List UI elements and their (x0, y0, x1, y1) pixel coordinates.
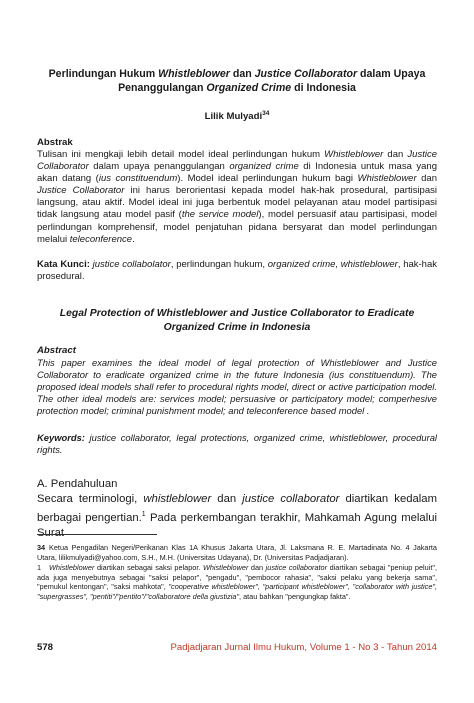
italic: Justice Collaborator (37, 185, 125, 197)
text: , hak-hak prosedural. (37, 259, 437, 283)
abstract-text: This paper examines the ideal model of legal protection of Whistleblower and Justice Collaborator to eradicate organized crime in the future Indonesia (ius constituendum). The proposed ideal models shall refer to procedural rights model, direct or active participation model. The other ideal models are: services model; persuasive or participatory model; comperhesive protection model; criminal punishment model; and teleconference based model . (37, 357, 437, 417)
italic: Whistleblower (357, 173, 417, 185)
italic: teleconference (69, 233, 133, 245)
italic: organized crime (229, 161, 299, 173)
text: ). Model ideal perlindungan hukum bagi (177, 173, 358, 185)
italic: "cooperative whistleblower", "participant whistleblower", "collaborator with justice", "supergrasses", "pentiti"/"pentito"/"collaboratore della giustizia" (37, 582, 437, 601)
title-text: dalam Upaya (357, 68, 426, 80)
kata-kunci (37, 259, 437, 283)
author-name: Lilik Mulyadi (204, 111, 263, 123)
keywords-label: Keywords: (37, 432, 85, 443)
italic: whistleblower (143, 493, 212, 505)
text: dan (383, 149, 408, 160)
text: diartikan sebagai "peniup peluit", ada juga menyebutnya sebagai "saksi pelapor", "pengadu", "pembocor rahasia", "saksi pelaku yang bekerja sama", "pemukul kentongan", "saksi mahkota", (37, 563, 437, 592)
footnote-number: 34 (37, 543, 46, 552)
title-text: dan (229, 68, 255, 80)
paper-title (37, 67, 437, 95)
italic: Whistleblower (202, 563, 249, 572)
text: dalam upaya penanggulangan (88, 161, 230, 173)
text: diartikan sebagai saksi pelapor. (94, 563, 203, 572)
author-footnote-mark: 34 (262, 110, 270, 117)
text: Pada perkembangan terakhir, Mahkamah Agung melalui Surat (37, 511, 437, 539)
text: , atau bahkan "pengungkap fakta". (239, 591, 351, 601)
italic: Justice Collaborator (37, 149, 437, 173)
italic: the service model (181, 209, 259, 221)
footnote-ref: 1 (141, 511, 146, 518)
italic: Whistleblower (324, 149, 384, 160)
section-heading: A. Pendahuluan (37, 478, 118, 490)
footnote-number: 1 (37, 563, 42, 572)
keywords-text: justice collaborator, legal protections, organized crime, whistleblower, procedural rights. (37, 432, 437, 456)
footnote-divider (37, 534, 157, 535)
kata-kunci-label: Kata Kunci: (37, 259, 90, 270)
text: diartikan kedalam berbagai pengertian. (37, 493, 437, 524)
title-line-2 (37, 81, 437, 95)
abstract-heading: Abstract (37, 345, 76, 356)
title-italic: Organized Crime (206, 82, 292, 94)
abstrak-heading: Abstrak (37, 137, 73, 148)
title-text: di Indonesia (291, 82, 356, 94)
title-line-1 (37, 67, 437, 81)
italic: organized crime, whistleblower (267, 259, 398, 270)
english-title-line-1: Legal Protection of Whistleblower and Justice Collaborator to Eradicate (59, 308, 415, 319)
text: Tulisan ini mengkaji lebih detail model ideal perlindungan hukum (37, 149, 325, 160)
footnote-text: Ketua Pengadilan Negeri/Perikanan Klas 1A Khusus Jakarta Utara, Jl. Laksmana R. E. Martadinata No. 4 Jakarta Utara, lilikmulyadi@yahoo.com, S.H., M.H. (Universitas Udayana), Dr. (Universitas Padjadjaran). (37, 543, 437, 562)
keywords (37, 432, 437, 456)
italic: justice collaborator (265, 563, 328, 572)
footnote-34 (37, 543, 437, 562)
italic: Whistleblower (49, 563, 95, 572)
text: . (132, 233, 135, 245)
page-number: 578 (37, 642, 54, 653)
title-italic: Justice Collaborator (254, 68, 358, 80)
text: ini harus berorientasi kepada model hak-hak prosedural, partisipasi langsung, atau aktif. Model ideal ini juga berbentuk model pelayanan atau model partisipasi tidak langsung atau model pasif ( (37, 185, 437, 221)
italic: ius constituendum (98, 173, 178, 185)
italic: justice collabolator (89, 259, 171, 270)
author (37, 110, 437, 122)
english-title-line-2: Organized Crime in Indonesia (163, 321, 311, 333)
text: dan (211, 493, 243, 505)
italic: justice collaborator (242, 493, 340, 505)
journal-name: Padjadjaran Jurnal Ilmu Hukum, Volume 1 - No 3 - Tahun 2014 (170, 642, 437, 653)
abstrak-text (37, 149, 437, 246)
text: di Indonesia untuk masa yang akan datang ( (37, 161, 437, 185)
text: Secara terminologi, (37, 493, 144, 505)
text: dan (248, 563, 266, 572)
title-text: Penanggulangan (118, 82, 207, 94)
english-title (37, 307, 437, 334)
text: dan (416, 173, 437, 185)
footnote-1 (37, 563, 437, 601)
text: ), model persuasif atau partisipasi, model perlindungan komprehensif, model penjatuhan pidana bersyarat dan model perlindungan melalui (37, 209, 438, 245)
text: , perlindungan hukum, (170, 259, 268, 270)
title-italic: Whistleblower (158, 68, 230, 80)
title-text: Perlindungan Hukum (48, 68, 159, 80)
